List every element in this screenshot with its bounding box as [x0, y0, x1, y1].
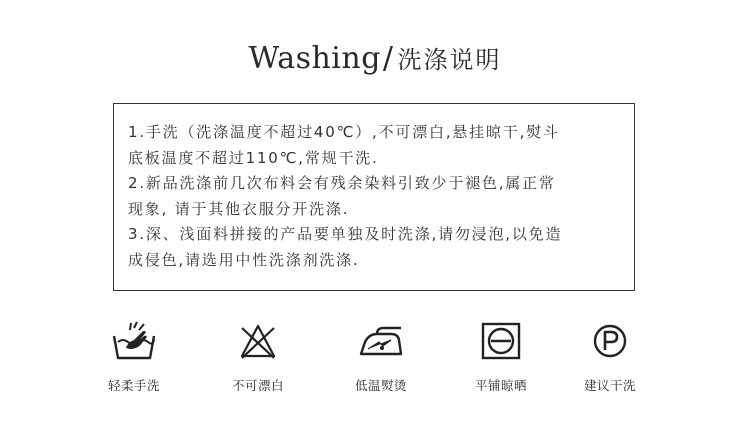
title-english: Washing [248, 41, 381, 76]
care-label: 低温熨烫 [354, 378, 407, 393]
instructions-box [113, 103, 635, 291]
dry-flat-icon [471, 318, 531, 364]
instruction-line: 2.新品洗涤前几次布料会有残余染料引致少于褪色,属正常 [128, 174, 556, 192]
instruction-line: 3.深、浅面料拼接的产品要单独及时洗涤,请勿浸泡,以免造 [128, 225, 563, 243]
iron-low-icon [351, 318, 411, 364]
title-separator: / [382, 41, 394, 76]
care-label: 不可漂白 [231, 378, 284, 393]
hand-wash-icon [104, 318, 164, 364]
instruction-line: 成侵色,请选用中性洗涤剂洗涤. [128, 250, 360, 269]
instruction-line: 1.手洗（洗涤温度不超过40℃）,不可漂白,悬挂晾干,熨斗 [128, 123, 560, 141]
care-label: 平铺晾晒 [474, 378, 527, 393]
instruction-line: 底板温度不超过110℃,常规干洗. [128, 148, 379, 167]
title-chinese: 洗涤说明 [397, 46, 502, 74]
instructions-text [128, 120, 624, 273]
care-label: 轻柔手洗 [107, 378, 160, 393]
instruction-line: 现象, 请于其他衣服分开洗涤. [128, 199, 350, 218]
page-title [0, 40, 750, 76]
dry-clean-p-icon [580, 318, 640, 364]
care-label: 建议干洗 [583, 378, 636, 393]
do-not-bleach-icon [228, 318, 288, 364]
